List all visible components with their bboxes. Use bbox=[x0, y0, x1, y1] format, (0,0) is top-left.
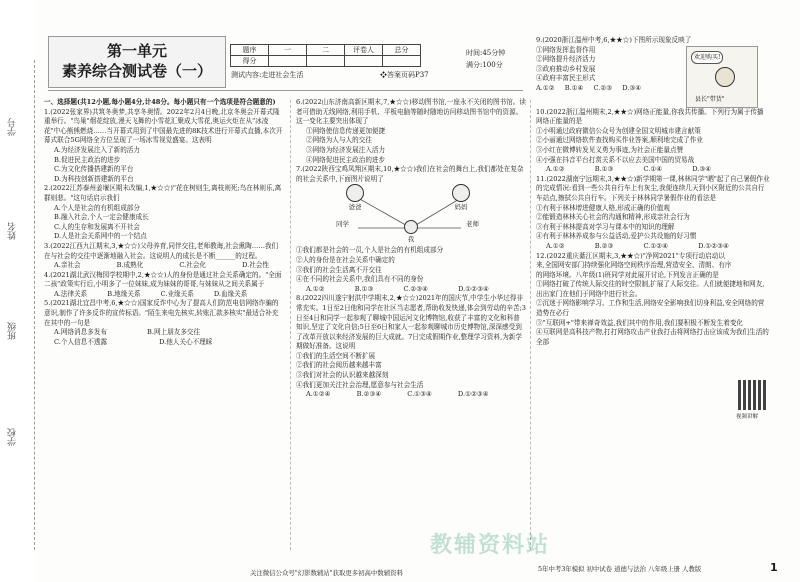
option[interactable]: A.个人是社会的有机组成部分 bbox=[54, 203, 140, 212]
option[interactable]: D.社会性 bbox=[242, 261, 269, 270]
statement: ④政府丰富民主形式 bbox=[536, 74, 596, 83]
test-content: 测试内容:走进社会生活 bbox=[231, 71, 304, 79]
left-column bbox=[44, 98, 284, 558]
option[interactable]: D.他人关心不理睬 bbox=[159, 337, 213, 346]
statement: ③有利于林林提高对学习与课本中的知识的理解 bbox=[536, 222, 675, 231]
score-cell: 评卷人 bbox=[345, 45, 383, 56]
option[interactable]: D.①②③④ bbox=[698, 241, 729, 250]
score-cell: 得分 bbox=[231, 56, 269, 67]
score-cell: 总分 bbox=[383, 45, 421, 56]
question-stem: 12.(2022重庆綦江区期末,3,★★☆)"净网2021"专项行动启动以来,全国网安部门持续强化网络空间秩序治理,营造安全、清朗、有序的网络环境。八年级(1)班同学对此展开讨论,下列发言正确的是 bbox=[536, 251, 732, 279]
option[interactable]: A.网络消息多发布 bbox=[54, 328, 108, 337]
qr-code[interactable] bbox=[738, 380, 768, 410]
statement: ①我们的生活空间不断扩展 bbox=[296, 351, 376, 360]
option[interactable]: D.血缘关系 bbox=[213, 289, 248, 298]
score-cell: 二 bbox=[307, 45, 345, 56]
statement: ④有利于林林养成参与公益活动,爱护公共设施的好习惯 bbox=[536, 232, 697, 241]
statement: ②网络提升经济活力 bbox=[536, 55, 596, 64]
option[interactable]: B.②③ bbox=[594, 241, 614, 250]
student-id-label: 学号 bbox=[8, 118, 18, 136]
me-node: 我 bbox=[404, 220, 418, 245]
option[interactable]: ②网络为人与人的交往 bbox=[306, 136, 372, 145]
full-score: 满分:100分 bbox=[466, 61, 503, 69]
option[interactable]: B.①③ bbox=[594, 165, 614, 174]
score-cell[interactable] bbox=[383, 56, 421, 67]
footer-promo: 关注微信公众号"幻影数辅站"获取更多初高中数辅资料 bbox=[250, 569, 403, 577]
school-label: 学校 bbox=[8, 428, 18, 446]
section-title: 一、选择题(共12小题,每小题4分,计48分。每小题只有一个选项是符合题意的) bbox=[44, 98, 276, 106]
option[interactable]: C.①③④ bbox=[407, 390, 432, 399]
option[interactable]: D.人是社会关系网中的一个结点 bbox=[54, 232, 147, 241]
exam-title-box bbox=[48, 36, 226, 88]
question-stem: 1.(2022张家界)共筑冬奥梦,共享冬奥情。2022年2月4日晚,北京冬奥会开幕式隆重举行。"鸟巢"烟花绽放,漫天飞舞的小雪花汇聚成大雪花,奥运火炬在从"冰凌花"中心熊熊燃烧……当开幕式用到了中国最先进的8K技术进行开幕式直播,本次开幕式联合5G网络全方位呈现了一场冰雪视觉盛宴。这表明 bbox=[44, 107, 283, 145]
option[interactable]: A.亲社会 bbox=[54, 261, 81, 270]
option[interactable]: B.②③④ bbox=[356, 390, 382, 399]
question-stem: 11.(2022湖南宁远期末,3,★★☆)新学期第一课,林林同学"晒"起了自己暑假作业的完成情况:看到一些公共自行车上有灰尘,我便连续几天到小区附近的公共自行车站点,擦拭公共自行车。下列关于林林同学暑假作业的看法是 bbox=[536, 174, 770, 202]
option[interactable]: D.①②③④ bbox=[458, 284, 489, 293]
qr-label: 视频讲解 bbox=[736, 414, 759, 420]
statement: ①我们都是社会的一员,个人是社会的有机组成部分 bbox=[296, 246, 444, 255]
statement: ②人的身份是在社会关系中确定的 bbox=[296, 255, 395, 264]
statement: ④我们更加关注社会治理,愿意参与社会生活 bbox=[296, 380, 424, 389]
option[interactable]: C.社会化 bbox=[179, 261, 207, 270]
score-cell: 一 bbox=[269, 45, 307, 56]
person-icon bbox=[346, 184, 364, 202]
mother-node: 妈妈 bbox=[452, 184, 470, 213]
question-stem: 4.(2021湖北武汉梅园学校期中,2,★☆☆)人的身份是通过社会关系确定的。"全面二孩"政策实行后,小明多了一位妹妹,成为妹妹的哥哥,与妹妹从之间关系属于 bbox=[44, 270, 282, 289]
question-stem: 2.(2022江苏泰州姜堰区期末改编,1,★☆☆)"花在树则生,离枝则死;鸟在林则乐,离群则悲。"这句话启示我们 bbox=[44, 184, 282, 202]
option[interactable]: C.人的生存和发展离不开社会 bbox=[54, 222, 141, 231]
option[interactable]: B.成熟化 bbox=[116, 261, 144, 270]
option[interactable]: B.网上朋友多交往 bbox=[147, 328, 201, 337]
option[interactable]: A.为经济发展注入了新的活力 bbox=[54, 145, 140, 154]
option[interactable]: B.地缘关系 bbox=[107, 289, 141, 298]
option[interactable]: C.业缘关系 bbox=[160, 289, 194, 298]
father-node: 爸爸 bbox=[346, 184, 364, 213]
watermark: 教辅资料站 bbox=[430, 533, 551, 558]
column-divider bbox=[530, 100, 531, 550]
statement: ③我们对社会的认识越来越深刻 bbox=[296, 371, 389, 380]
page-number: 1 bbox=[770, 561, 778, 574]
question-stem: 6.(2022山东济南高新区期末,7,★☆☆)移动图书馆,一座永不关闭的图书馆。读者可借助无线网络,利用手机、平板电脑等随时随地访问移动图书馆中的资源。这一变化主要突出体现了 bbox=[296, 98, 526, 126]
classmate-node: 同学 bbox=[336, 220, 349, 229]
question-stem: 9.(2020浙江温州中考,6,★★☆)下图所示现象反映了 bbox=[536, 36, 692, 44]
statement: ②能锻造林林关心社会的沟通和精神,形成亲社会行为 bbox=[536, 213, 690, 222]
option[interactable]: A.①② bbox=[546, 165, 565, 174]
answer-page: ❖答案页码P37 bbox=[380, 71, 429, 79]
statement: ①小明通过政府微信公众号为创建全国文明城市建言献策 bbox=[536, 126, 701, 135]
question-stem: 10.(2022浙江温州期末,2,★★☆)网络正能量,你我共传播。下列行为属于传播网络正能量的是 bbox=[536, 107, 764, 126]
score-cell[interactable] bbox=[269, 56, 307, 67]
column-divider bbox=[290, 100, 291, 550]
footer-book: 5年中考3年模拟 初中试卷 道德与法治 八年级上册 人教版 bbox=[538, 565, 702, 573]
question-stem: 8.(2022四川遂宁射洪中学期末,2,★☆☆)2021年的国庆节,中学生小华过得非常充实。1日至2日他和同学在社区当志愿者,帮助收发快递,体会到劳动的辛苦;3日至4日和同学一起参观了聊城中国运河文化博物馆,收获了丰富的文化和科普知识,坚定了文化自信;5日至6日和家人一起参观聊城市历史博物馆,深深感受到了改革开放以来经济发展的巨大成就。7日完成假期作业,整理学习资料,为新学期做好准备。这说明 bbox=[296, 294, 526, 351]
exam-title: 素养综合测试卷（一） bbox=[61, 62, 212, 80]
question-stem: 3.(2022江西九江期末,3,★☆☆)父母养育,同伴交往,老师教诲,社会熏陶……我们在与社会的交往中逐渐地融入社会。这说明人的成长是不断______的过程。 bbox=[44, 241, 279, 260]
name-label: 姓名 bbox=[8, 222, 18, 240]
option[interactable]: D.①②③④ bbox=[457, 390, 489, 399]
speech-bubble: 欢迎购买! bbox=[691, 51, 723, 65]
option[interactable]: ①网络使信息传递更加便捷 bbox=[306, 126, 386, 135]
person-icon bbox=[452, 184, 470, 202]
right-column bbox=[536, 36, 770, 556]
statement: ④小强在抖音平台打赏关系不以应去美国中国的贸易战 bbox=[536, 155, 695, 164]
option[interactable]: D.③④ bbox=[622, 83, 642, 92]
statement: ②我们的社会阅历越来越丰富 bbox=[296, 361, 382, 370]
option[interactable]: ④网络促进民主政治的进步 bbox=[306, 155, 386, 164]
binding-strip bbox=[0, 0, 36, 582]
header-divider bbox=[48, 90, 523, 91]
question-stem: 7.(2022陕西宝鸡凤翔区期末,10,★☆☆)我们在社会的舞台上,我们都处在复杂的社会关系中,下面图片说明了 bbox=[296, 165, 524, 183]
statement: ③我们的社会生活离不开交往 bbox=[296, 265, 382, 274]
statement: ④在不同的社会关系中,我们具有不同的身份 bbox=[296, 275, 424, 284]
binding-line bbox=[34, 60, 36, 550]
option[interactable]: C.①②④ bbox=[643, 241, 669, 250]
statement: ①网络打破了传统人际交往的时空限制,扩展了人际交往。人们就便捷地和网友,出出家门在他们于网络中进行社会。 bbox=[536, 280, 765, 298]
question-stem: 5.(2021湖北宜昌中考,6,★☆☆)国家反诈中心为了提高人们防范电信网络诈骗的意识,制作了许多反诈的宣传标语。"陌生来电先核实,转账汇款多核实"最适合补充在其中的一句是 bbox=[44, 299, 279, 327]
statement: ③政府推动乡村发展 bbox=[536, 64, 596, 73]
option[interactable]: C.个人信息不透露 bbox=[54, 337, 108, 346]
person-icon bbox=[715, 67, 735, 87]
middle-column bbox=[296, 98, 526, 558]
option[interactable]: ③网络为经济发展注入活力 bbox=[306, 145, 386, 154]
option[interactable]: C.①④ bbox=[643, 165, 663, 174]
option[interactable]: A.①② bbox=[546, 241, 565, 250]
statement: ③"互联网+"带来禅奇效益,我们其中的作用,我们要积极不断发生着变化 bbox=[536, 318, 743, 327]
statement: ②沉迷于网络影响学习、工作和生活,网络安全影响我们切身利益,安全网络的营造势在必行 bbox=[536, 299, 765, 318]
option[interactable]: A.①②④ bbox=[306, 390, 331, 399]
option[interactable]: B.①④ bbox=[564, 83, 584, 92]
relationship-diagram bbox=[296, 184, 526, 246]
score-cell[interactable] bbox=[307, 56, 345, 67]
option[interactable]: B.融入社会,个人一定会健康成长 bbox=[54, 213, 149, 222]
person-icon bbox=[404, 220, 418, 234]
option[interactable]: A.①② bbox=[306, 284, 325, 293]
score-cell: 题序 bbox=[231, 45, 269, 56]
option[interactable]: B.促进民主政治的进步 bbox=[54, 155, 121, 164]
option[interactable]: D.③④ bbox=[692, 165, 712, 174]
option[interactable]: C.②③④ bbox=[403, 284, 429, 293]
teacher-node: 老师 bbox=[466, 220, 479, 229]
option[interactable]: B.①③ bbox=[354, 284, 374, 293]
score-table bbox=[230, 44, 421, 67]
statement: ①有利于林林增进健康人格,形成正确的价值观 bbox=[536, 203, 670, 212]
cartoon-label: 县长"带货" bbox=[695, 96, 725, 103]
time-limit: 时间:45分钟 bbox=[466, 49, 506, 57]
score-cell[interactable] bbox=[345, 56, 383, 67]
option[interactable]: D.为科技创新搭建新的平台 bbox=[54, 174, 134, 183]
unit-title: 第一单元 bbox=[106, 42, 167, 60]
option[interactable]: C.②③ bbox=[593, 83, 613, 92]
answer-icon: ❖ bbox=[380, 71, 387, 79]
class-label: 班级 bbox=[8, 322, 18, 340]
exam-meta bbox=[466, 47, 505, 71]
statement: ④互联网是高科技产物,打打网络攻击产业我打击将网络打击应该成为我们生活的全部 bbox=[536, 328, 769, 346]
statement: ②小丽通过网络软件查找购买作业答案,顺利地完成了作业 bbox=[536, 136, 703, 145]
statement: ①网络发挥监督作用 bbox=[536, 45, 596, 54]
option[interactable]: C.为文化传播搭建新的平台 bbox=[54, 165, 134, 174]
statement: ③小红在微博转发见义勇为事迹,为社会正能量点赞 bbox=[536, 145, 684, 154]
option[interactable]: A.①② bbox=[536, 83, 555, 92]
option[interactable]: A.法律关系 bbox=[54, 289, 88, 298]
cartoon-image bbox=[686, 46, 758, 108]
